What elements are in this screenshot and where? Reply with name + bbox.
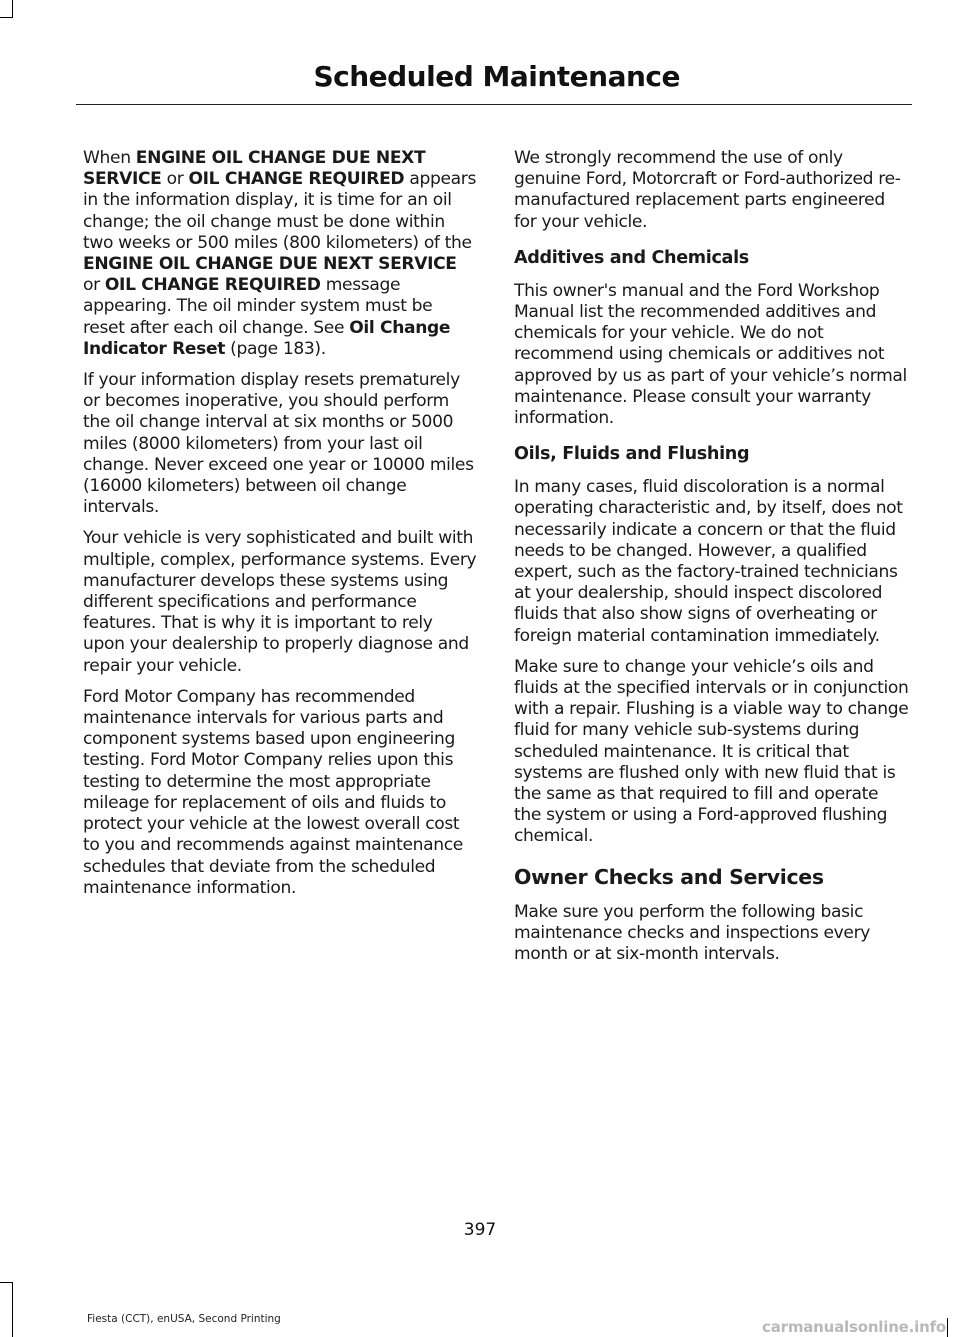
title-rule — [76, 104, 912, 105]
additives-paragraph: This owner's manual and the Ford Workshop Manual list the recommended additives and chemicals for your vehicle. We do not recommend using chemicals or additives not approved by us as part of your vehicle’s normal maintenance. Please consult your warranty information. — [514, 280, 907, 429]
display-reset-paragraph: If your information display resets prematurely or becomes inoperative, you should perform the oil change interval at six months or 5000 miles (8000 kilometers) from your last oil change. Never exceed one year or 10000 miles (16000 kilometers) between oil change intervals. — [83, 370, 474, 518]
cross-reference-link[interactable]: Oil Change Indicator Reset — [83, 317, 451, 359]
text-run: message appearing. The oil minder system must be reset after each oil change. See — [83, 275, 433, 338]
crop-mark-top-left-h — [0, 17, 13, 18]
display-message: OIL CHANGE REQUIRED — [104, 275, 321, 296]
display-message: ENGINE OIL CHANGE DUE NEXT SERVICE — [83, 148, 426, 190]
crop-mark-bottom-left — [12, 1282, 13, 1337]
genuine-parts-paragraph: We strongly recommend the use of only genuine Ford, Motorcraft or Ford-authorized re-manufactured replacement parts engineered for your vehicle. — [514, 148, 901, 232]
additives-heading: Additives and Chemicals — [514, 247, 749, 268]
text-run: When — [83, 148, 136, 168]
page-title: Scheduled Maintenance — [313, 60, 680, 93]
left-column — [83, 148, 477, 909]
flushing-paragraph: Make sure to change your vehicle’s oils and fluids at the specified intervals or in conjunction with a repair. Flushing is a viable way to change fluid for many vehicle sub-systems during scheduled maintenance. It is critical that systems are flushed only with new fluid that is the same as that required to fill and operate the system or using a Ford-approved flushing chemical. — [514, 656, 909, 847]
oil-change-message-paragraph — [83, 148, 477, 360]
owner-checks-paragraph: Make sure you perform the following basic maintenance checks and inspections every month or at six-month intervals. — [514, 901, 871, 965]
watermark: carmanualsonline.info — [762, 1318, 946, 1336]
display-message: ENGINE OIL CHANGE DUE NEXT SERVICE — [83, 254, 457, 275]
page-number: 397 — [463, 1220, 497, 1240]
crop-mark-top-left — [12, 0, 13, 18]
sophisticated-vehicle-paragraph: Your vehicle is very sophisticated and built with multiple, complex, performance systems. Every manufacturer develops these systems using different specifications and performance features. That is why it is important to rely upon your dealership to properly diagnose and repair your vehicle. — [83, 528, 477, 676]
text-run: (page 183). — [225, 338, 326, 359]
fluid-discoloration-paragraph: In many cases, fluid discoloration is a normal operating characteristic and, by itself, does not necessarily indicate a concern or that the fluid needs to be changed. However, a qualified expert, such as the factory-trained technicians at your dealership, should inspect discolored fluids that also show signs of overheating or foreign material contamination immediately. — [514, 477, 903, 646]
right-column — [514, 148, 910, 975]
text-run: or — [161, 169, 189, 190]
crop-mark-bottom-right — [947, 1318, 948, 1337]
maintenance-intervals-paragraph: Ford Motor Company has recommended maintenance intervals for various parts and component systems based upon engineering testing. Ford Motor Company relies upon this testing to determine the most appropriate mileage for replacement of oils and fluids to protect your vehicle at the lowest overall cost to you and recommends against maintenance schedules that deviate from the scheduled maintenance information. — [83, 686, 463, 898]
crop-mark-bottom-left-h — [0, 1282, 13, 1283]
display-message: OIL CHANGE REQUIRED — [188, 169, 405, 190]
fluids-heading: Oils, Fluids and Flushing — [514, 444, 750, 465]
edition-footer: Fiesta (CCT), enUSA, Second Printing — [87, 1313, 281, 1325]
text-run: or — [83, 275, 105, 296]
owner-checks-heading: Owner Checks and Services — [514, 864, 824, 889]
text-run: appears in the information display, it is time for an oil change; the oil change must be done within two weeks or 500 miles (800 kilometers) of the — [83, 169, 477, 253]
